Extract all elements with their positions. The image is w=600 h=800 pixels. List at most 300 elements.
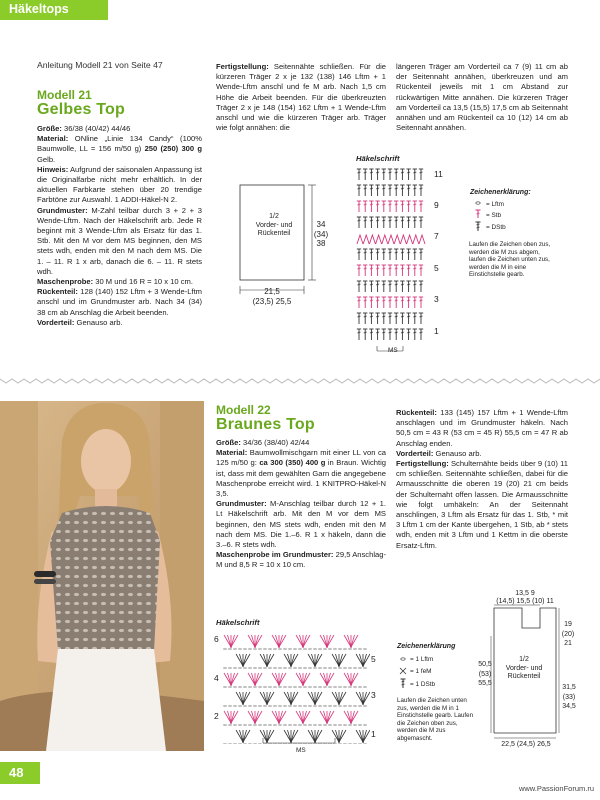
chart-chain — [293, 667, 296, 669]
chart-fan-stitch — [291, 730, 298, 742]
chart-stitch-tick — [407, 284, 410, 285]
chart-chain — [258, 743, 261, 744]
chart-fan-stitch — [255, 673, 262, 685]
chart-fan-base — [350, 684, 352, 686]
chart-chain — [258, 724, 261, 726]
model-21-legend-title: Zeichenerklärung: — [470, 189, 531, 196]
instruction-text: 34/36 (38/40) 42/44 — [240, 438, 310, 447]
chart-fan-stitch — [332, 692, 339, 704]
chart-fan-stitch — [288, 654, 292, 666]
instruction-text: Aufgrund der saisonalen Anpassung ist die Originalfarbe nicht mehr erhältlich. In der aktuellen Farbkarte stehen über 20 trendige Farbtöne zur Auswahl. 1 ADDI-Häkel-N 2. — [37, 164, 202, 205]
instruction-paragraph — [396, 62, 568, 133]
chart-fan-base — [338, 741, 340, 743]
chart-stitch-tick — [364, 204, 367, 205]
chart-chain — [253, 724, 256, 726]
chart-chain — [323, 705, 326, 707]
chart-stitch-tick — [420, 284, 423, 285]
chart-stitch — [407, 235, 413, 244]
chart-fan-stitch — [243, 692, 250, 704]
chart-fan-stitch — [236, 692, 243, 704]
section-tab — [0, 0, 108, 20]
chart-chain — [243, 686, 246, 688]
chart-fan-stitch — [243, 654, 250, 666]
chart-fan-base — [278, 722, 280, 724]
chart-fan-stitch — [339, 730, 343, 742]
chart-chain — [238, 743, 241, 744]
chart-fan-stitch — [264, 654, 268, 666]
instruction-text: Genauso arb. — [74, 317, 123, 327]
chart-chain — [313, 724, 316, 726]
chart-fan-stitch — [255, 711, 259, 723]
chart-fan-stitch — [224, 635, 231, 647]
model-22-legend-fem: = 1 feM — [410, 668, 432, 675]
chart-chain — [318, 667, 321, 669]
chart-stitch — [400, 235, 406, 244]
chart-fan-base — [230, 722, 232, 724]
chart-chain — [283, 705, 286, 707]
chart-fan-stitch — [240, 654, 244, 666]
chart-chain — [308, 648, 311, 650]
instruction-label: Größe: — [37, 124, 62, 133]
chart-fan-stitch — [336, 654, 340, 666]
chart-stitch-tick — [370, 172, 373, 173]
chart-fan-stitch — [360, 654, 364, 666]
chart-chain — [253, 648, 256, 650]
chart-chain — [268, 686, 271, 688]
chart-stitch-tick — [364, 220, 367, 221]
chart-chain — [238, 705, 241, 707]
chart-stitch-tick — [370, 252, 373, 253]
chart-chain — [263, 667, 266, 669]
chart-fan-stitch — [284, 692, 291, 704]
chart-fan-stitch — [327, 711, 331, 723]
chart-fan-base — [362, 703, 364, 705]
chart-chain — [353, 743, 356, 744]
chart-fan-stitch — [339, 654, 346, 666]
chart-chain — [358, 705, 361, 707]
chart-chain — [278, 686, 281, 688]
chart-chain — [243, 705, 246, 707]
chart-stitch-tick — [358, 284, 361, 285]
chart-stitch-tick — [413, 252, 416, 253]
chart-fan-base — [302, 684, 304, 686]
chart-chain — [248, 743, 251, 744]
chart-chain — [308, 724, 311, 726]
model-21-name: Gelbes Top — [37, 101, 125, 118]
chart-chain — [313, 686, 316, 688]
instruction-text: 29,5 Anschlag-M und 8,5 R = 10 x 10 cm. — [216, 550, 386, 570]
chart-fan-stitch — [248, 711, 255, 723]
chart-fan-stitch — [288, 730, 292, 742]
instruction-paragraph — [216, 550, 386, 570]
chart-chain — [238, 686, 241, 688]
chart-chain — [288, 724, 291, 726]
chart-stitch-tick — [370, 268, 373, 269]
chart-chain — [338, 724, 341, 726]
instruction-text: ONline „Linie 134 Candy“ (100% Baumwolle, LL = 156 m/50 g) — [37, 134, 202, 154]
model-21-crochet-chart — [355, 165, 430, 357]
chart-chain — [308, 686, 311, 688]
chart-stitch-tick — [395, 204, 398, 205]
model-22-crochet-chart — [223, 627, 370, 744]
chart-stitch-tick — [401, 284, 404, 285]
chart-fan-stitch — [228, 673, 232, 685]
chart-stitch-tick — [358, 172, 361, 173]
chart-fan-stitch — [348, 673, 352, 685]
chart-stitch-tick — [413, 188, 416, 189]
chart-stitch-tick — [370, 300, 373, 301]
instruction-paragraph — [37, 206, 202, 277]
chart-fan-stitch — [231, 635, 235, 647]
chart-fan-stitch — [339, 730, 346, 742]
instruction-label: Fertigstellung: — [216, 62, 269, 71]
chart-chain — [313, 743, 316, 744]
chart-fan-base — [254, 684, 256, 686]
chart-chain — [358, 686, 361, 688]
chart-fan-stitch — [248, 673, 255, 685]
chart-fan-stitch — [320, 635, 327, 647]
model-21-instructions-col2 — [216, 62, 386, 133]
chart-chain — [263, 705, 266, 707]
chart-chain — [333, 686, 336, 688]
chart-chain — [363, 686, 366, 688]
chart-stitch-tick — [382, 204, 385, 205]
chart-fan-stitch — [243, 730, 247, 742]
chart-chain — [273, 686, 276, 688]
chart-fan-base — [326, 722, 328, 724]
chart-stitch-tick — [401, 204, 404, 205]
chart-fan-stitch — [279, 673, 286, 685]
chart-fan-base — [362, 665, 364, 667]
chart-chain — [258, 686, 261, 688]
chart-fan-stitch — [264, 692, 268, 704]
chart-stitch-tick — [382, 332, 385, 333]
chart-fan-stitch — [255, 635, 262, 647]
chart-fan-base — [314, 665, 316, 667]
chart-stitch-tick — [376, 268, 379, 269]
chart-chain — [248, 724, 251, 726]
chart-stitch-tick — [370, 204, 373, 205]
chart-chain — [318, 648, 321, 650]
chart-stitch-tick — [413, 204, 416, 205]
chart-fan-stitch — [308, 692, 315, 704]
chart-fan-base — [362, 741, 364, 743]
model-21-row-1: 1 — [434, 326, 439, 336]
chart-fan-stitch — [291, 654, 298, 666]
chart-stitch-tick — [376, 316, 379, 317]
model-21-legend-stb: = Stb — [486, 212, 502, 219]
chart-chain — [258, 705, 261, 707]
chart-fan-stitch — [267, 692, 271, 704]
chart-chain — [283, 648, 286, 650]
instruction-label: Hinweis: — [37, 164, 69, 174]
chart-fan-stitch — [303, 673, 310, 685]
chart-stitch-tick — [407, 172, 410, 173]
chart-fan-base — [302, 646, 304, 648]
chart-chain — [263, 648, 266, 650]
chart-fan-stitch — [260, 654, 267, 666]
chart-stitch-tick — [364, 252, 367, 253]
chart-chain — [233, 724, 236, 726]
model-22-row-6: 6 — [214, 634, 219, 644]
chart-chain — [278, 648, 281, 650]
instruction-label: Rückenteil: — [396, 408, 437, 417]
chart-stitch-tick — [382, 188, 385, 189]
chart-chain — [333, 705, 336, 707]
instruction-label: Maschenprobe im Grundmuster: — [216, 550, 334, 560]
chart-fan-stitch — [240, 730, 244, 742]
chart-fan-stitch — [312, 730, 316, 742]
chart-chain — [303, 686, 306, 688]
instruction-label: Maschenprobe: — [37, 277, 94, 287]
chart-fan-stitch — [327, 635, 334, 647]
chart-chain — [253, 667, 256, 669]
chart-stitch — [382, 235, 388, 244]
chart-stitch-tick — [382, 268, 385, 269]
chart-chain — [298, 686, 301, 688]
chart-stitch-tick — [395, 220, 398, 221]
chart-fan-stitch — [255, 635, 259, 647]
model-21-legend-note: Laufen die Zeichen oben zus, werden die M zus abgem, laufen die Zeichen unten zus, werden die M in eine Einstichstelle gearb. — [469, 241, 551, 279]
chart-stitch-tick — [389, 220, 392, 221]
chart-fan-stitch — [228, 711, 232, 723]
model-22-length-label: 50,5 (53) 55,5 — [478, 661, 492, 687]
model-22-row-5: 5 — [371, 654, 376, 664]
chart-fan-stitch — [327, 673, 334, 685]
chart-fan-stitch — [320, 711, 327, 723]
chart-stitch-tick — [395, 284, 398, 285]
chart-fan-stitch — [324, 635, 328, 647]
chart-chain — [328, 724, 331, 726]
chart-stitch-tick — [370, 188, 373, 189]
chart-stitch-tick — [376, 252, 379, 253]
chart-chain — [323, 686, 326, 688]
chart-fan-stitch — [284, 654, 291, 666]
chart-stitch-tick — [401, 332, 404, 333]
chart-stitch-tick — [358, 252, 361, 253]
chart-chain — [233, 648, 236, 650]
chart-fan-stitch — [332, 654, 339, 666]
chart-chain — [298, 743, 301, 744]
chart-stitch-tick — [407, 268, 410, 269]
chart-stitch-tick — [358, 268, 361, 269]
chart-chain — [358, 724, 361, 726]
chart-fan-stitch — [363, 692, 367, 704]
chart-chain — [243, 667, 246, 669]
instruction-label: Grundmuster: — [216, 499, 267, 509]
chart-stitch — [357, 235, 363, 244]
chart-fan-base — [350, 646, 352, 648]
chart-chain — [318, 724, 321, 726]
chart-stitch-tick — [382, 316, 385, 317]
chart-stitch-tick — [364, 268, 367, 269]
chart-fan-stitch — [308, 730, 315, 742]
chart-chain — [333, 648, 336, 650]
chart-chain — [273, 667, 276, 669]
chart-stitch-tick — [413, 268, 416, 269]
chart-chain — [283, 743, 286, 744]
chart-fan-stitch — [296, 635, 303, 647]
chart-fan-stitch — [267, 730, 274, 742]
chart-stitch-tick — [420, 332, 423, 333]
section-divider — [0, 378, 600, 384]
chart-chain — [303, 667, 306, 669]
chart-chain — [288, 743, 291, 744]
chart-fan-stitch — [252, 711, 256, 723]
chart-fan-stitch — [300, 673, 304, 685]
chart-chain — [228, 743, 231, 744]
model-22-number: Modell 22 — [216, 403, 271, 417]
chart-stitch-tick — [376, 188, 379, 189]
chart-fan-stitch — [279, 673, 283, 685]
chart-stitch-tick — [364, 332, 367, 333]
chart-fan-stitch — [231, 711, 235, 723]
model-22-legend-lftm: = 1 Lftm — [410, 656, 434, 663]
chart-stitch — [394, 235, 400, 244]
chart-chain — [303, 743, 306, 744]
chart-fan-stitch — [363, 654, 370, 666]
chart-chain — [243, 648, 246, 650]
chart-chain — [363, 724, 366, 726]
chart-chain — [298, 705, 301, 707]
chart-chain — [323, 667, 326, 669]
chart-fan-stitch — [360, 730, 364, 742]
model-22-photo — [0, 401, 204, 751]
instruction-label: Material: — [37, 134, 69, 144]
chart-stitch-tick — [407, 300, 410, 301]
instruction-label: Vorderteil: — [396, 448, 434, 458]
chart-fan-base — [338, 665, 340, 667]
chart-chain — [238, 667, 241, 669]
chart-stitch-tick — [382, 172, 385, 173]
chart-stitch-tick — [413, 300, 416, 301]
chart-stitch-tick — [395, 300, 398, 301]
chart-chain — [343, 724, 346, 726]
chart-fan-base — [230, 684, 232, 686]
reference-line: Anleitung Modell 21 von Seite 47 — [37, 60, 163, 70]
chart-stitch-tick — [376, 332, 379, 333]
instruction-label: Material: — [216, 448, 248, 458]
chart-fan-base — [302, 722, 304, 724]
model-22-legend-note: Laufen die Zeichen unten zus, werden die M in 1 Einstichstelle gearb. Laufen die Zeichen oben zus, werden die M zus abgemascht. — [397, 697, 474, 742]
chart-fan-stitch — [252, 673, 256, 685]
chart-fan-stitch — [344, 635, 351, 647]
chart-fan-stitch — [288, 692, 292, 704]
chart-chain — [263, 724, 266, 726]
chart-fan-base — [350, 722, 352, 724]
chart-fan-stitch — [303, 673, 307, 685]
chart-chain — [343, 743, 346, 744]
chart-chain — [328, 648, 331, 650]
chart-chain — [243, 743, 246, 744]
instruction-paragraph — [37, 165, 202, 206]
instruction-paragraph — [396, 459, 568, 551]
chart-chain — [268, 724, 271, 726]
chart-fan-stitch — [284, 730, 291, 742]
model-21-instructions-col3 — [396, 62, 568, 133]
chart-fan-base — [326, 646, 328, 648]
chart-fan-stitch — [303, 635, 307, 647]
model-21-row-7: 7 — [434, 231, 439, 241]
chart-stitch-tick — [420, 220, 423, 221]
chart-fan-stitch — [344, 711, 351, 723]
chart-stitch-tick — [413, 284, 416, 285]
chart-stitch-tick — [413, 172, 416, 173]
chart-stitch-tick — [389, 284, 392, 285]
chart-chain — [228, 705, 231, 707]
chart-chain — [363, 648, 366, 650]
chart-fan-base — [314, 703, 316, 705]
chart-fan-stitch — [356, 692, 363, 704]
chart-chain — [228, 667, 231, 669]
chart-chain — [223, 705, 226, 707]
chart-stitch-tick — [370, 220, 373, 221]
chart-chain — [273, 648, 276, 650]
chart-chain — [258, 667, 261, 669]
chart-fan-stitch — [315, 654, 322, 666]
chart-chain — [268, 705, 271, 707]
chart-stitch-tick — [407, 204, 410, 205]
chart-fan-stitch — [327, 711, 334, 723]
chart-fan-stitch — [260, 692, 267, 704]
chart-fan-stitch — [363, 730, 367, 742]
chart-stitch-tick — [401, 268, 404, 269]
chart-fan-stitch — [267, 730, 271, 742]
page-number: 48 — [9, 765, 24, 780]
model-22-side-label: 31,5 (33) 34,5 — [562, 684, 576, 710]
chart-chain — [348, 724, 351, 726]
model-22-row-3: 3 — [371, 690, 376, 700]
instruction-text: M-Anschlag teilbar durch 12 + 1. Lt Häkelschrift arb. Mit den M vor dem MS beginnen, den MS stets wdh, enden mit den M nach dem MS. Die 1.–6. R 1 x häkeln, dann die 3.–6. R stets wdh. — [216, 499, 386, 550]
chart-stitch-tick — [376, 220, 379, 221]
chart-chain — [228, 686, 231, 688]
chart-stitch-tick — [401, 316, 404, 317]
chart-chain — [278, 724, 281, 726]
instruction-paragraph — [37, 124, 202, 134]
instruction-label: Vorderteil: — [37, 317, 75, 327]
instruction-text: 133 (145) 157 Lftm + 1 Wende-Lftm anschlagen und im Grundmuster häkeln. Nach 50,5 cm = 43 R (53 cm = 45 R) 55,5 cm = 47 R ab Anschlag enden. — [396, 408, 568, 448]
chart-chain — [298, 648, 301, 650]
chart-chain — [338, 705, 341, 707]
chart-stitch-tick — [395, 172, 398, 173]
chart-fan-stitch — [236, 654, 243, 666]
chart-stitch-tick — [358, 220, 361, 221]
model-22-name: Braunes Top — [216, 416, 315, 433]
chart-fan-stitch — [272, 673, 279, 685]
instruction-label: Fertigstellung: — [396, 459, 449, 469]
model-21-row-3: 3 — [434, 294, 439, 304]
chart-stitch-tick — [413, 332, 416, 333]
chart-fan-stitch — [344, 673, 351, 685]
model-22-repeat-label: MS — [296, 747, 306, 754]
chart-fan-stitch — [255, 673, 259, 685]
chart-chain — [233, 667, 236, 669]
chart-fan-stitch — [267, 654, 271, 666]
chart-fan-stitch — [243, 730, 250, 742]
model-22-panel-label: 1/2 Vorder- und Rückenteil — [505, 656, 543, 680]
chart-chain — [358, 743, 361, 744]
chart-chain — [318, 705, 321, 707]
chart-stitch-tick — [413, 220, 416, 221]
model-22-row-4: 4 — [214, 673, 219, 683]
chart-fan-stitch — [351, 635, 355, 647]
chart-chain — [328, 686, 331, 688]
chart-chain — [328, 667, 331, 669]
instruction-text: 30 M und 16 R = 10 x 10 cm. — [93, 277, 193, 287]
chart-chain — [303, 724, 306, 726]
chart-fan-stitch — [315, 692, 319, 704]
chart-fan-stitch — [363, 692, 370, 704]
